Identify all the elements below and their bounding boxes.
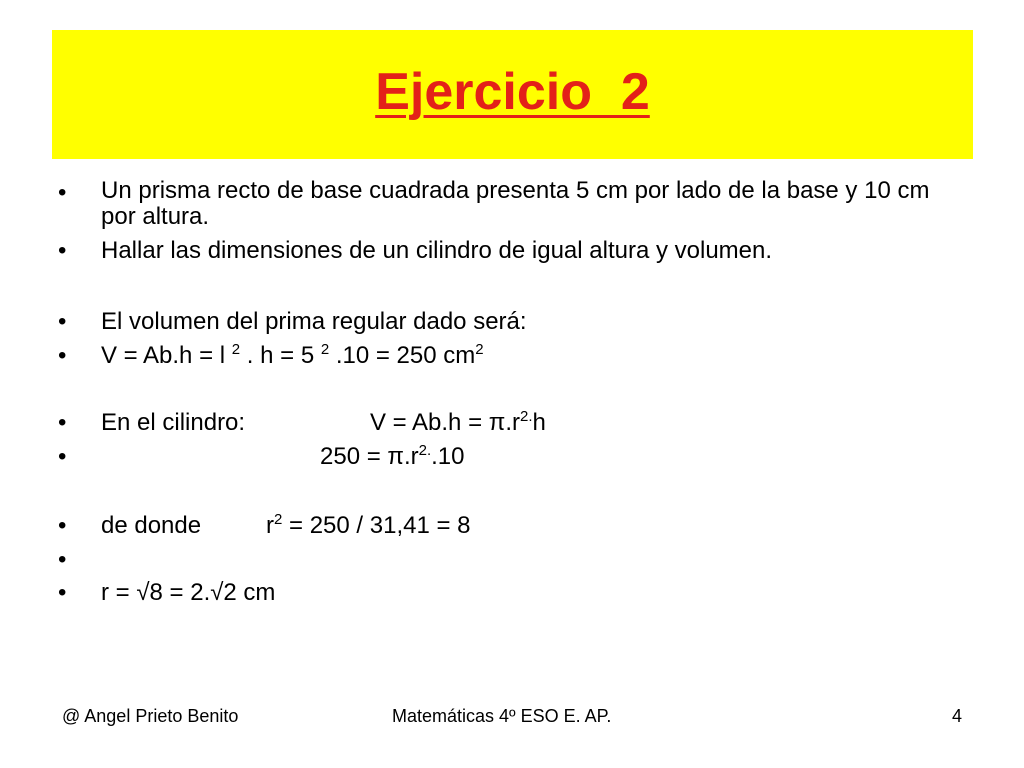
bullet-marker: • [58, 179, 67, 206]
title-banner [52, 30, 973, 159]
bullet-marker: • [58, 512, 67, 539]
bullet-marker: • [58, 308, 67, 335]
cylinder-volume-formula: $V = Ab.h = \pi.r^{2.}h$ [370, 408, 546, 436]
cylinder-label: En el cilindro: [101, 409, 246, 436]
bullet-marker: • [58, 443, 67, 470]
footer-page-number: 4 [952, 706, 963, 726]
bullet-marker: • [58, 342, 67, 369]
bullet-marker: • [58, 579, 67, 606]
solve-label: de donde [101, 512, 202, 539]
bullet-marker: • [58, 546, 67, 573]
radius-squared-equation: $r^2 = 250 / 31,41 = 8$ [266, 511, 471, 539]
prism-intro-text: El volumen del prima regular dado será: [101, 308, 527, 335]
radius-result: r = √8 = 2.√2 cm [101, 579, 276, 606]
slide-title: Ejercicio 2 [375, 62, 650, 121]
footer-author: @ Angel Prieto Benito [62, 706, 239, 726]
bullet-marker: • [58, 409, 67, 436]
bullet-marker: • [58, 237, 67, 264]
prism-volume-formula: V = Ab.h = l $^2$ . h = 5 $^2$ .10 = 250 $cm^2$ [101, 341, 484, 369]
question-text: Hallar las dimensiones de un cilindro de igual altura y volumen. [101, 237, 773, 264]
statement-text: Un prisma recto de base cuadrada presenta 5 cm por lado de la base y 10 cm por altura. [101, 177, 930, 230]
footer-course: Matemáticas 4º ESO E. AP. [392, 706, 612, 726]
cylinder-equation: $250 = \pi.r^{2.}.10$ [320, 442, 465, 470]
